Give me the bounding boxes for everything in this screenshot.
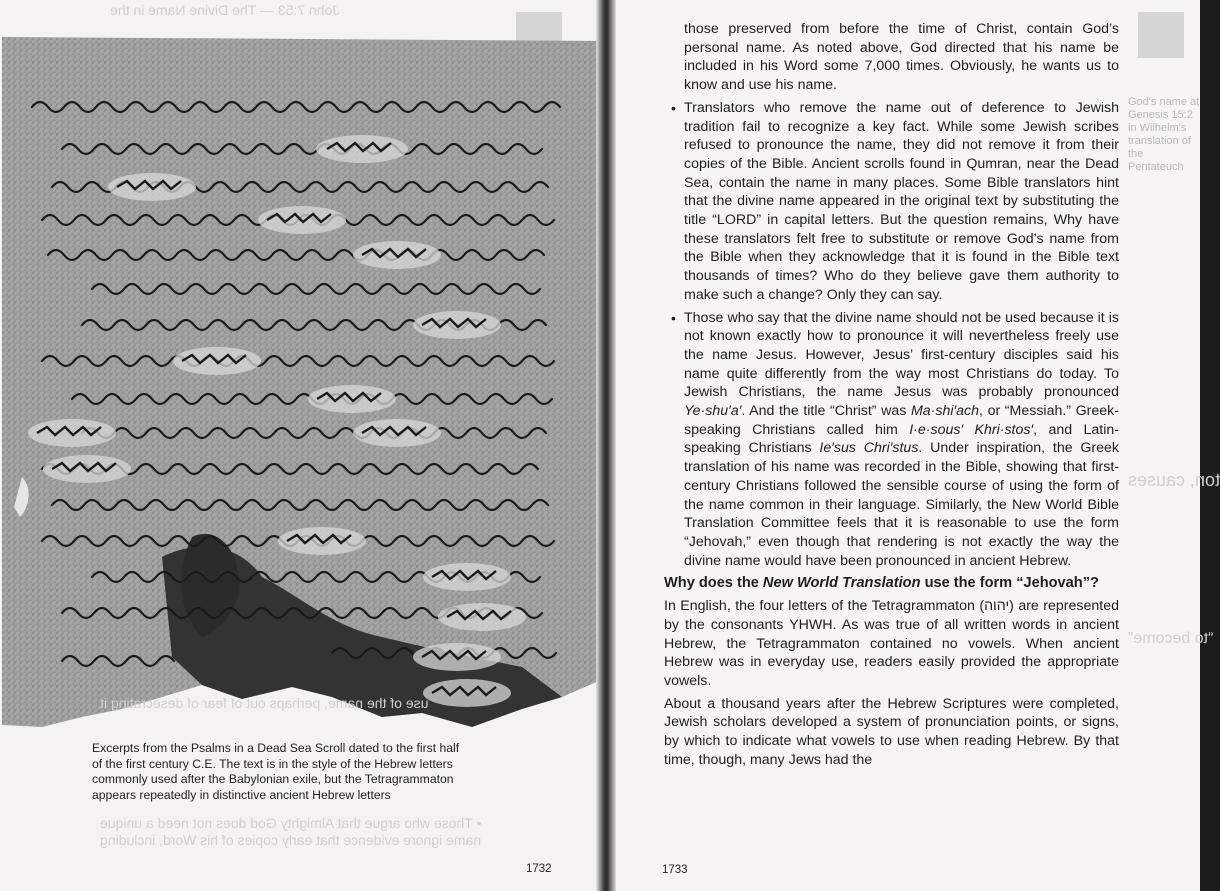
text-run: Why does the (664, 575, 763, 592)
text-run: . And the title “Christ” was (741, 403, 911, 420)
page-number: 1733 (662, 864, 688, 876)
caption-line: appears repeatedly in distinctive ancient Hebrew letters (92, 787, 391, 802)
body-text-column (664, 20, 1119, 773)
caption-line: commonly used after the Babylonian exile, but the Tetragrammaton (92, 772, 454, 786)
bullet-text (684, 310, 1119, 569)
bullet-item (664, 99, 1119, 305)
text-run: Those who say that the divine name should not be used because it is not known exactly how to pronounce it will nevertheless freely use the name Jesus. However, Jesus’ first-century disciples said his name quite differently from the way most Christians do today. To Jewish Christians, the name Jesus was probably pronounced (684, 309, 1119, 401)
text-run: . Under inspiration, the Greek translation of his name was recorded in the Bible, showing that first-century Christians followed the sensible course of using the form of the name common in their language. Similarly, the New World Bible Translation Committee feels that it is reasonable to use the form “Jehovah,” even though that rendering is not exactly the way the divine name would have been pronounced in ancient Hebrew. (684, 440, 1119, 569)
dead-sea-scroll-image (2, 37, 610, 737)
text-run: , and Latin-speaking Christians (684, 421, 1119, 457)
paragraph: About a thousand years after the Hebrew Scriptures were completed, Jewish scholars developed a system of pronunciation points, or signs, by which to indicate what vowels to use when reading Hebrew. By that time, though, many Jews had the (664, 695, 1119, 768)
bleed-through-text: “to become” (1128, 630, 1214, 647)
right-page (608, 0, 1220, 891)
page-number: 1732 (526, 863, 552, 875)
figure-caption (92, 741, 532, 803)
bullet-icon: • (671, 99, 676, 116)
bleed-through-text: use of the name, perhaps out of fear of desecrating it (100, 695, 429, 711)
bullet-item (664, 309, 1119, 571)
bleed-through-text: ton, causes (1128, 470, 1220, 490)
text-run: , or “Messiah.” Greek-speaking Christians called him (684, 403, 1119, 438)
paragraph: In English, the four letters of the Tetragrammaton (יהוה) are represented by the consonants YHWH. As was true of all written words in ancient Hebrew, the Tetragrammaton contained no vowels. When ancient Hebrew was in everyday use, readers easily provided the appropriate vowels. (664, 598, 1119, 689)
text-run: use the form “Jehovah”? (920, 575, 1099, 592)
italic-term: Ma·shi′ach (910, 403, 980, 420)
bleed-through-text: name ignore evidence that early copies of his Word, including (100, 832, 482, 848)
italic-term: I·e·sous′ Khri·stos′ (909, 421, 1034, 438)
bullet-icon: • (671, 309, 676, 326)
italic-term: Ye·shu′a′ (684, 403, 742, 420)
bleed-through-text: John 7:53 — The Divine Name in the (110, 2, 340, 18)
bleed-through-margin: God's name at Genesis 15:2 in Wilhelm's translation of the Pentateuch (1128, 96, 1200, 173)
thumb-tab (1138, 12, 1184, 58)
book-gutter (596, 0, 616, 891)
paragraph: those preserved from before the time of Christ, contain God’s personal name. As noted above, God directed that his name be included in his Word some 7,000 times. Obviously, he wants us to know and use his name. (684, 21, 1119, 94)
bleed-through-text: • Those who argue that Almighty God does not need a unique (100, 815, 482, 831)
section-heading (664, 574, 1119, 593)
italic-term: Ie′sus Chri′stus (819, 440, 919, 457)
left-page (0, 0, 604, 891)
caption-line: Excerpts from the Psalms in a Dead Sea Scroll dated to the first half (92, 741, 460, 755)
bullet-text: Translators who remove the name out of deference to Jewish tradition fail to recognize a key fact. While some Jewish scribes refused to pronounce the name, they did not remove it from their copies of the Bible. Ancient scrolls found in Qumran, near the Dead Sea, contain the name in many places. Some Bible translators hint that the divine name appeared in the original text by substituting the title “LORD” in capital letters. But the question remains, Why have these translators felt free to substitute or remove God’s name from the Bible when they acknowledge that it is found in the Bible text thousands of times? Who do they believe gave them authority to make such a change? Only they can say. (684, 99, 1119, 303)
caption-line: of the first century C.E. The text is in the style of the Hebrew letters (92, 756, 453, 771)
italic-term: New World Translation (762, 575, 921, 592)
